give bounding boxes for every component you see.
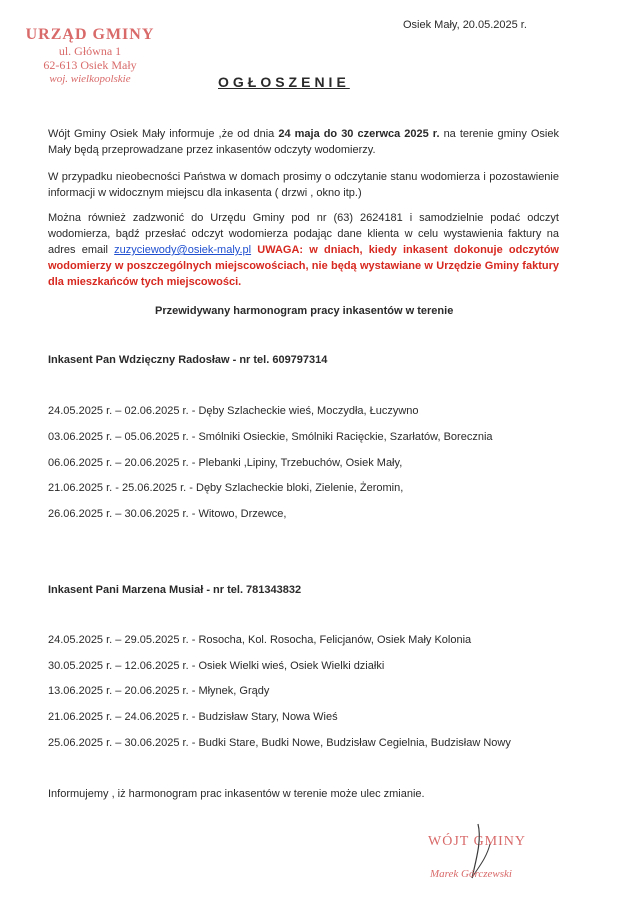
intro-text-b: na terenie gminy Osiek Mały będą przeprowadzane przez inkasentów odczyty wodomierzy. xyxy=(48,128,559,156)
schedule-row: 21.06.2025 r. - 25.06.2025 r. - Dęby Szlacheckie bloki, Zielenie, Żeromin, xyxy=(48,482,404,494)
email-link[interactable]: zuzyciewody@osiek-maly.pl xyxy=(114,244,252,256)
schedule-row: 26.06.2025 r. – 30.06.2025 r. - Witowo, Drzewce, xyxy=(48,508,287,520)
schedule-row: 06.06.2025 r. – 20.06.2025 r. - Plebanki ,Lipiny, Trzebuchów, Osiek Mały, xyxy=(48,457,403,469)
signature-name: Marek Górczewski xyxy=(430,868,512,880)
schedule-note: Informujemy , iż harmonogram prac inkasentów w terenie może ulec zmianie. xyxy=(48,788,425,800)
inkasent-2-header: Inkasent Pani Marzena Musiał - nr tel. 781343832 xyxy=(48,584,302,596)
inkasent-1-header: Inkasent Pan Wdzięczny Radosław - nr tel. 609797314 xyxy=(48,354,328,366)
paragraph-absence: W przypadku nieobecności Państwa w domach prosimy o odczytanie stanu wodomierza i pozostawienie informacji w widocznym miejscu dla inkasenta ( drzwi , okno itp.) xyxy=(48,171,559,199)
schedule-title: Przewidywany harmonogram pracy inkasentów w terenie xyxy=(155,305,454,317)
page-title: OGŁOSZENIE xyxy=(218,74,350,90)
schedule-row: 25.06.2025 r. – 30.06.2025 r. - Budki Stare, Budki Nowe, Budzisław Cegielnia, Budzisław Nowy xyxy=(48,737,511,749)
signature-title: WÓJT GMINY xyxy=(428,834,527,849)
stamp-line-2: ul. Główna 1 xyxy=(58,44,122,58)
paragraph-intro xyxy=(48,126,559,158)
paragraph-contact xyxy=(48,210,559,290)
warning-text: UWAGA: w dniach, kiedy inkasent dokonuje odczytów wodomierzy w poszczególnych miejscowościach, nie będą wystawiane w Urzędzie Gminy faktury dla mieszkańców tych miejscowości. xyxy=(48,244,559,288)
stamp-line-3: 62-613 Osiek Mały xyxy=(43,58,137,72)
intro-dates: 24 maja do 30 czerwca 2025 r. xyxy=(278,128,440,140)
signature-stamp xyxy=(420,820,550,890)
intro-text-a: Wójt Gminy Osiek Mały informuje ,że od dnia xyxy=(48,128,279,140)
schedule-row: 03.06.2025 r. – 05.06.2025 r. - Smólniki Osieckie, Smólniki Racięckie, Szarłatów, Borecznia xyxy=(48,431,493,443)
schedule-row: 30.05.2025 r. – 12.06.2025 r. - Osiek Wielki wieś, Osiek Wielki działki xyxy=(48,660,385,672)
document-date: Osiek Mały, 20.05.2025 r. xyxy=(403,19,527,31)
schedule-row: 13.06.2025 r. – 20.06.2025 r. - Młynek, Grądy xyxy=(48,685,270,697)
stamp-line-1: URZĄD GMINY xyxy=(25,26,155,43)
schedule-row: 24.05.2025 r. – 29.05.2025 r. - Rosocha, Kol. Rosocha, Felicjanów, Osiek Mały Kolonia xyxy=(48,634,472,646)
schedule-row: 21.06.2025 r. – 24.06.2025 r. - Budzisław Stary, Nowa Wieś xyxy=(48,711,338,723)
office-stamp xyxy=(14,26,166,86)
contact-text: Można również zadzwonić do Urzędu Gminy pod nr (63) 2624181 i samodzielnie podać odczyt wodomierza, bądź przesłać odczyt wodomierza podając dane klienta w celu wystawienia faktury na adres email xyxy=(48,212,559,256)
schedule-row: 24.05.2025 r. – 02.06.2025 r. - Dęby Szlacheckie wieś, Moczydła, Łuczywno xyxy=(48,405,419,417)
stamp-line-4: woj. wielkopolskie xyxy=(49,73,131,85)
